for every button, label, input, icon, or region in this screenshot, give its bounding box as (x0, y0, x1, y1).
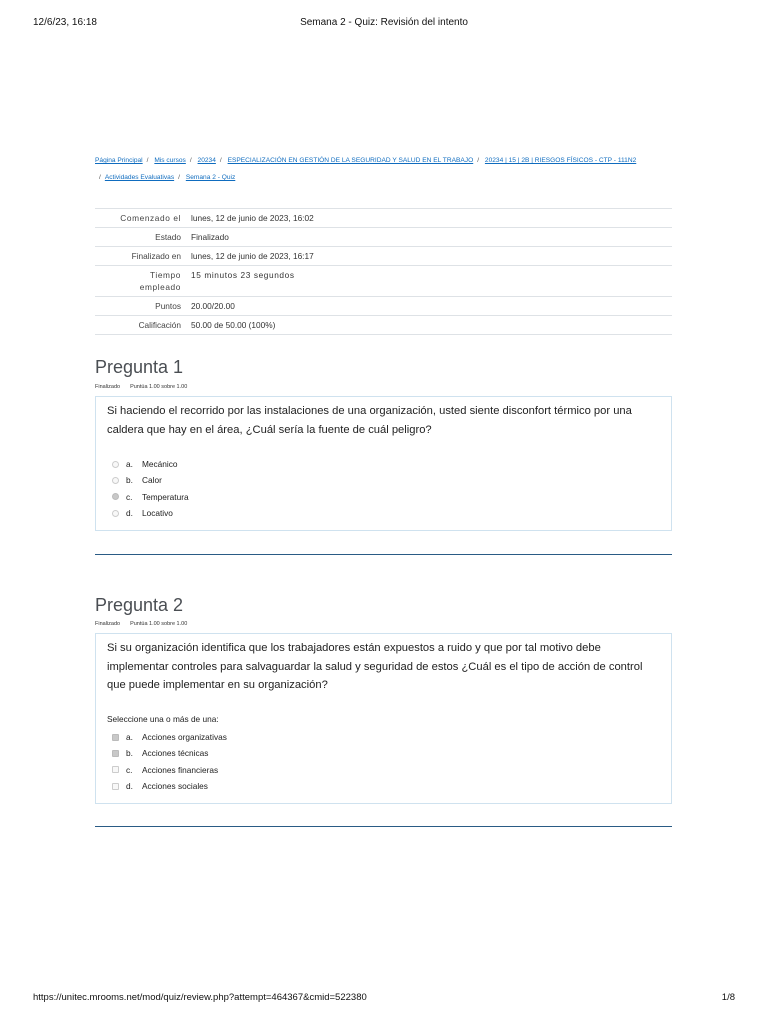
option-letter: d. (126, 781, 133, 792)
option-letter: a. (126, 732, 133, 743)
answer-options (112, 729, 227, 794)
question-2-info (95, 621, 187, 627)
question-score: Puntúa 1.00 sobre 1.00 (130, 384, 188, 390)
summary-row-points (95, 297, 672, 316)
question-score: Puntúa 1.00 sobre 1.00 (130, 621, 188, 627)
breadcrumb-home[interactable]: Página Principal (95, 157, 143, 164)
breadcrumb-activities[interactable]: Actividades Evaluativas (104, 174, 175, 181)
question-2-box (95, 633, 672, 804)
option-letter: b. (126, 748, 133, 759)
question-1-box (95, 396, 672, 531)
option-letter: b. (126, 475, 133, 486)
question-status: Finalizado (95, 384, 121, 390)
question-1-info (95, 384, 187, 390)
summary-value: 20.00/20.00 (187, 297, 672, 316)
option-label: Acciones organizativas (142, 732, 227, 743)
print-page-title: Semana 2 - Quiz: Revisión del intento (300, 17, 468, 28)
question-divider (95, 554, 672, 555)
radio-button[interactable] (112, 477, 119, 484)
checkbox-selected[interactable] (112, 750, 119, 757)
option-letter: c. (126, 491, 133, 502)
option-label: Temperatura (142, 491, 189, 502)
breadcrumb-program[interactable]: ESPECIALIZACIÓN EN GESTIÓN DE LA SEGURIDAD Y SALUD EN EL TRABAJO (227, 157, 474, 164)
print-page-number: 1/8 (721, 992, 735, 1003)
print-date: 12/6/23, 16:18 (33, 17, 97, 28)
summary-value: Finalizado (187, 228, 672, 247)
breadcrumb-course[interactable]: 20234 | 15 | 2B | RIESGOS FÍSICOS - CTP - 111N2 (484, 157, 637, 164)
summary-row-finished (95, 247, 672, 266)
summary-row-state (95, 228, 672, 247)
breadcrumb-separator: / (146, 157, 149, 164)
option-label: Acciones sociales (142, 781, 208, 792)
breadcrumb-separator: / (178, 174, 180, 181)
breadcrumb-separator: / (99, 174, 101, 181)
option-letter: d. (126, 508, 133, 519)
question-text: Si su organización identifica que los trabajadores están expuestos a ruido y que por tal motivo debe implementar controles para salvaguardar la salud y seguridad de estos ¿Cuál es el tipo de acción de control que puede implementar en su organización? (107, 642, 643, 691)
question-divider (95, 826, 672, 827)
radio-button-selected[interactable] (112, 493, 119, 500)
summary-label: Calificación (95, 316, 187, 335)
option-letter: a. (126, 459, 133, 470)
breadcrumb-separator: / (477, 157, 480, 164)
checkbox-selected[interactable] (112, 734, 119, 741)
answer-options (112, 456, 189, 521)
summary-label-line: empleado (139, 282, 181, 292)
option-label: Calor (142, 475, 162, 486)
option-letter: c. (126, 764, 133, 775)
answer-option-d[interactable] (112, 505, 189, 521)
summary-value: 15 minutos 23 segundos (187, 266, 672, 297)
summary-label (95, 266, 187, 297)
print-url: https://unitec.mrooms.net/mod/quiz/review.php?attempt=464367&cmid=522380 (33, 992, 367, 1003)
summary-row-time (95, 266, 672, 297)
selection-prompt: Seleccione una o más de una: (107, 714, 219, 724)
question-2-title: Pregunta 2 (95, 595, 184, 615)
answer-option-d[interactable] (112, 778, 227, 794)
answer-option-b[interactable] (112, 472, 189, 488)
summary-label-line: Tiempo (150, 270, 181, 280)
summary-label: Finalizado en (95, 247, 187, 266)
summary-value: lunes, 12 de junio de 2023, 16:02 (187, 209, 672, 228)
option-label: Mecánico (142, 459, 178, 470)
radio-button[interactable] (112, 510, 119, 517)
summary-row-grade (95, 316, 672, 335)
summary-label: Puntos (95, 297, 187, 316)
answer-option-a[interactable] (112, 729, 227, 745)
option-label: Locativo (142, 508, 173, 519)
summary-value: lunes, 12 de junio de 2023, 16:17 (187, 247, 672, 266)
breadcrumb-quiz[interactable]: Semana 2 - Quiz (185, 174, 236, 181)
summary-value: 50.00 de 50.00 (100%) (187, 316, 672, 335)
answer-option-c[interactable] (112, 762, 227, 778)
option-label: Acciones financieras (142, 764, 219, 775)
checkbox[interactable] (112, 783, 119, 790)
breadcrumb-my-courses[interactable]: Mis cursos (154, 157, 186, 164)
answer-option-b[interactable] (112, 745, 227, 761)
question-1-title: Pregunta 1 (95, 357, 184, 377)
question-status: Finalizado (95, 621, 121, 627)
breadcrumb-period[interactable]: 20234 (197, 157, 216, 164)
summary-row-started (95, 209, 672, 228)
question-text: Si haciendo el recorrido por las instalaciones de una organización, usted siente disconfort térmico por una caldera que hay en el área, ¿Cuál sería la fuente de cuál peligro? (107, 405, 632, 436)
attempt-summary-table (95, 208, 672, 335)
answer-option-a[interactable] (112, 456, 189, 472)
radio-button[interactable] (112, 461, 119, 468)
breadcrumb (95, 152, 675, 186)
checkbox[interactable] (112, 766, 119, 773)
breadcrumb-separator: / (189, 157, 192, 164)
summary-label: Estado (95, 228, 187, 247)
option-label: Acciones técnicas (142, 748, 209, 759)
breadcrumb-separator: / (219, 157, 222, 164)
answer-option-c[interactable] (112, 489, 189, 505)
summary-label: Comenzado el (95, 209, 187, 228)
